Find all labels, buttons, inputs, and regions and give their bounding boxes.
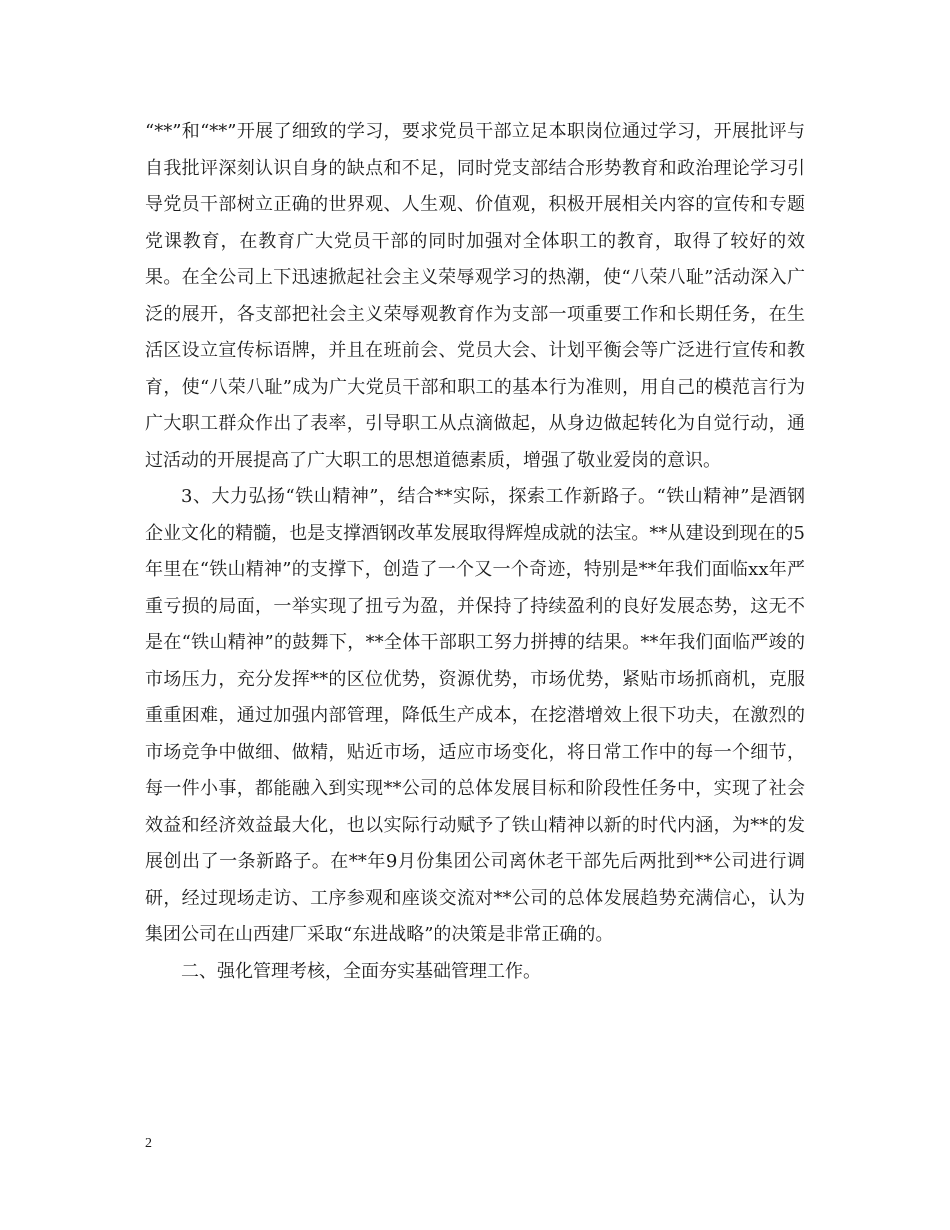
document-body xyxy=(145,114,805,990)
section-heading-management: 二、强化管理考核，全面夯实基础管理工作。 xyxy=(181,960,541,982)
paragraph-tieshan-spirit: 3、大力弘扬“铁山精神”，结合**实际，探索工作新路子。“铁山精神”是酒钢企业文化的精髓，也是支撑酒钢改革发展取得辉煌成就的法宝。**从建设到现在的5年里在“铁山精神”的支撑下，创造了一个又一个奇迹，特别是**年我们面临xx年严重亏损的局面，一举实现了扭亏为盈，并保持了持续盈利的良好发展态势，这无不是在“铁山精神”的鼓舞下，**全体干部职工努力拼搏的结果。**年我们面临严竣的市场压力，充分发挥**的区位优势，资源优势，市场优势，紧贴市场抓商机，克服重重困难，通过加强内部管理，降低生产成本，在挖潜增效上很下功夫，在激烈的市场竞争中做细、做精，贴近市场，适应市场变化，将日常工作中的每一个细节，每一件小事，都能融入到实现**公司的总体发展目标和阶段性任务中，实现了社会效益和经济效益最大化，也以实际行动赋予了铁山精神以新的时代内涵，为**的发展创出了一条新路子。在**年9月份集团公司离休老干部先后两批到**公司进行调研，经过现场走访、工序参观和座谈交流对**公司的总体发展趋势充满信心，认为集团公司在山西建厂采取“东进战略”的决策是非常正确的。 xyxy=(145,486,805,945)
paragraph-learning-education: “**”和“**”开展了细致的学习，要求党员干部立足本职岗位通过学习，开展批评与自我批评深刻认识自身的缺点和不足，同时党支部结合形势教育和政治理论学习引导党员干部树立正确的世界观、人生观、价值观，积极开展相关内容的宣传和专题党课教育，在教育广大党员干部的同时加强对全体职工的教育，取得了较好的效果。在全公司上下迅速掀起社会主义荣辱观学习的热潮，使“八荣八耻”活动深入广泛的展开，各支部把社会主义荣辱观教育作为支部一项重要工作和长期任务，在生活区设立宣传标语牌，并且在班前会、党员大会、计划平衡会等广泛进行宣传和教育，使“八荣八耻”成为广大党员干部和职工的基本行为准则，用自己的模范言行为广大职工群众作出了表率，引导职工从点滴做起，从身边做起转化为自觉行动，通过活动的开展提高了广大职工的思想道德素质，增强了敬业爱岗的意识。 xyxy=(145,121,805,471)
page-number: 2 xyxy=(145,1136,152,1151)
